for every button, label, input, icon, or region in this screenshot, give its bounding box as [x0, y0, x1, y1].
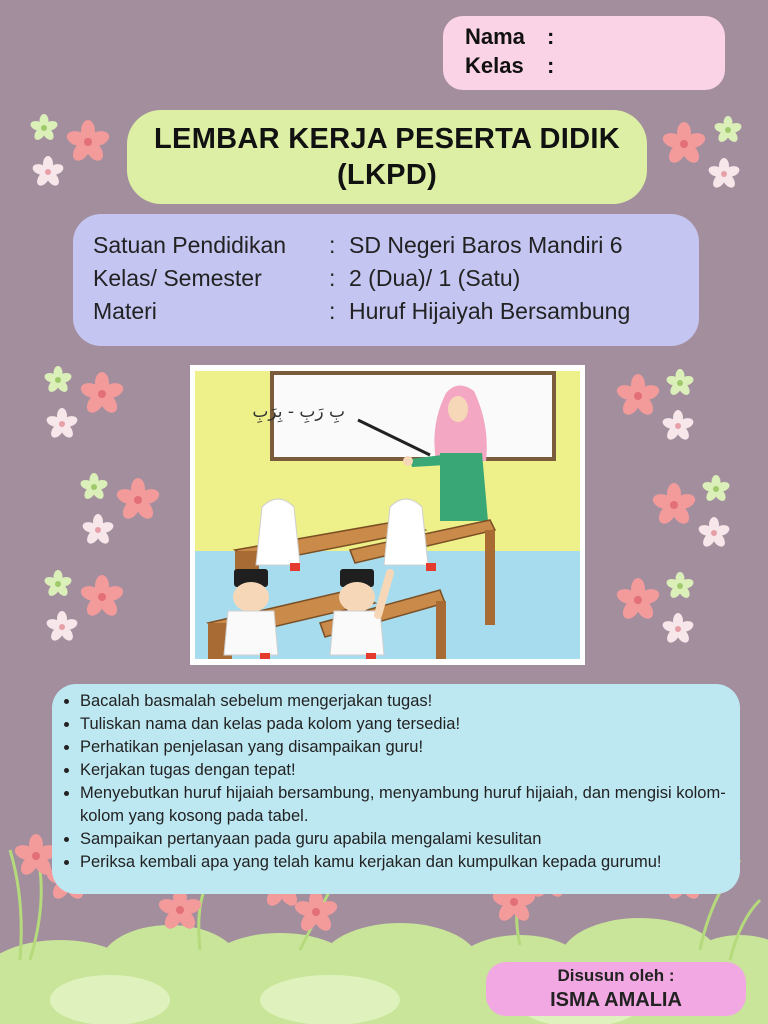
info-row-material — [93, 298, 699, 331]
info-label: Kelas/ Semester — [93, 265, 262, 291]
compiled-by-label: Disusun oleh : — [557, 966, 675, 985]
course-info-box — [73, 214, 699, 346]
author-name: ISMA AMALIA — [550, 989, 682, 1011]
classroom-illustration — [190, 365, 585, 665]
student-identity-box — [443, 16, 725, 90]
info-separator: : — [329, 265, 336, 291]
worksheet-title: LEMBAR KERJA PESERTA DIDIK — [154, 123, 620, 155]
worksheet-subtitle: (LKPD) — [336, 159, 438, 191]
info-label: Materi — [93, 298, 157, 324]
info-row-class-semester — [93, 265, 699, 298]
worksheet-title-box — [127, 110, 647, 204]
student-class-label: Kelas — [465, 53, 524, 78]
author-box — [486, 962, 746, 1016]
student-class-row — [465, 53, 725, 82]
student-class-separator: : — [547, 53, 555, 78]
info-separator: : — [329, 232, 336, 258]
info-label: Satuan Pendidikan — [93, 232, 287, 258]
student-name-label: Nama — [465, 24, 525, 49]
info-value: SD Negeri Baros Mandiri 6 — [349, 232, 623, 258]
instruction-item: • Tuliskan nama dan kelas pada kolom yang tersedia! — [80, 713, 730, 736]
info-value: Huruf Hijaiyah Bersambung — [349, 298, 631, 324]
instruction-item: • Periksa kembali apa yang telah kamu kerjakan dan kumpulkan kepada gurumu! — [80, 851, 730, 874]
info-separator: : — [329, 298, 336, 324]
board-text: بِ رَبِ - بِرَبِ — [252, 402, 345, 422]
instruction-item: • Menyebutkan huruf hijaiah bersambung, menyambung huruf hijaiah, dan mengisi kolom-kolom yang kosong pada tabel. — [80, 782, 730, 828]
student-name-separator: : — [547, 24, 555, 49]
instruction-item: • Sampaikan pertanyaan pada guru apabila mengalami kesulitan — [80, 828, 730, 851]
instruction-item: • Bacalah basmalah sebelum mengerjakan tugas! — [80, 690, 730, 713]
instructions-box — [52, 684, 740, 894]
student-name-row — [465, 24, 725, 53]
info-row-school — [93, 232, 699, 265]
instruction-item: • Perhatikan penjelasan yang disampaikan guru! — [80, 736, 730, 759]
info-value: 2 (Dua)/ 1 (Satu) — [349, 265, 521, 291]
instruction-item: • Kerjakan tugas dengan tepat! — [80, 759, 730, 782]
instructions-list — [62, 690, 730, 874]
